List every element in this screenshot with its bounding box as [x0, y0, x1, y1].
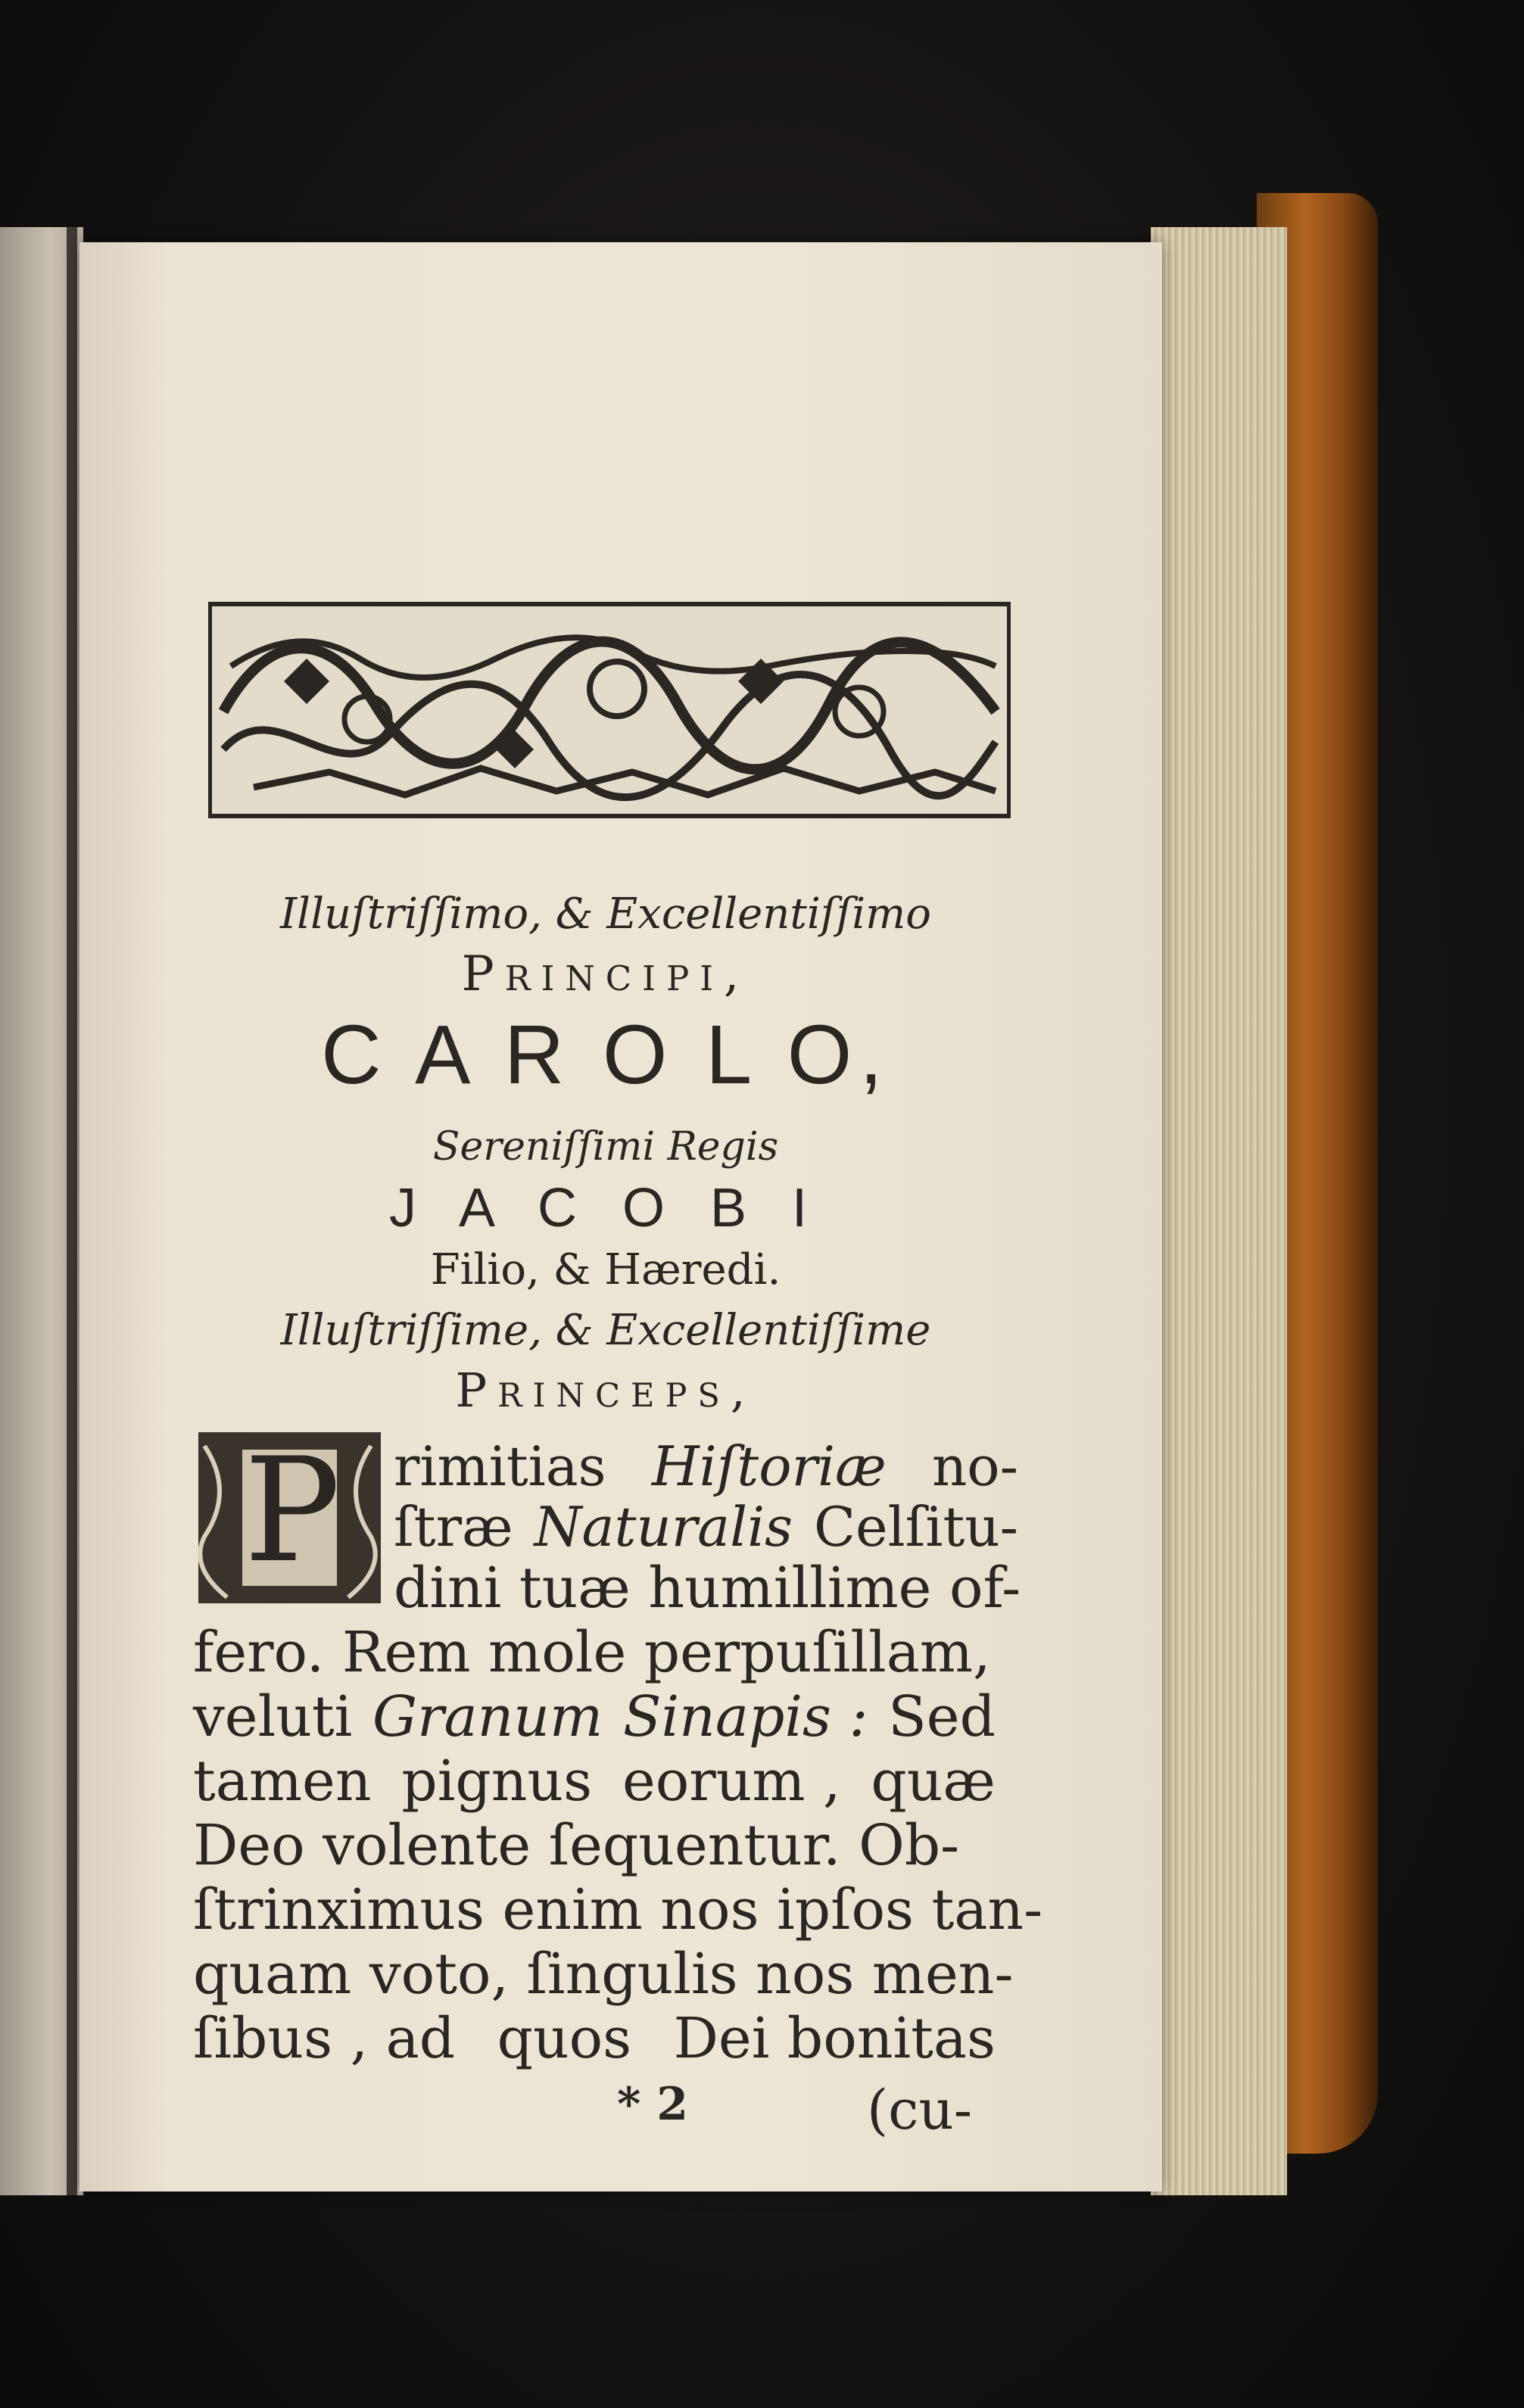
gutter-shadow	[67, 227, 77, 2195]
ornamental-headpiece	[208, 598, 1011, 825]
body-word: tamen	[193, 1749, 372, 1814]
body-word: ſtræ	[394, 1495, 513, 1559]
initial-letter: P	[244, 1427, 341, 1594]
body-word: Sinapis :	[622, 1684, 868, 1749]
signature-mark: * 2	[617, 2078, 689, 2131]
body-line-3: dini tuæ humillime of-	[394, 1556, 1021, 1621]
dedication-princeps: Princeps,	[455, 1363, 756, 1418]
body-line-4: fero. Rem mole perpuſillam,	[193, 1620, 991, 1685]
body-word: Sed	[888, 1684, 996, 1749]
dedication-principi: Principi,	[461, 946, 750, 1002]
body-word: pignus	[401, 1749, 593, 1814]
body-line-2	[394, 1495, 1018, 1559]
dedication-jacobi: J A C O B I	[388, 1178, 823, 1238]
body-word: Granum	[372, 1684, 603, 1749]
page-block-edges	[1151, 227, 1287, 2195]
book-page	[79, 242, 1162, 2191]
body-line-6	[193, 1749, 996, 1814]
dedication-filio: Filio, & Hæredi.	[430, 1245, 781, 1294]
body-word: quos	[497, 2006, 632, 2071]
decorated-initial	[197, 1427, 382, 1605]
catchword: (cu-	[867, 2078, 973, 2142]
body-word: Dei bonitas	[673, 2006, 996, 2071]
body-word: ſibus , ad	[193, 2006, 456, 2071]
body-line-8: ſtrinximus enim nos ipſos tan-	[193, 1877, 1043, 1942]
body-word: Naturalis	[534, 1495, 793, 1559]
body-word: no-	[931, 1435, 1018, 1498]
body-line-9: quam voto, ſingulis nos men-	[193, 1942, 1014, 2007]
body-word: eorum ,	[622, 1749, 841, 1814]
body-word: Hiſtoriæ	[651, 1435, 887, 1498]
body-line-1	[394, 1435, 1018, 1498]
body-word: veluti	[193, 1684, 353, 1749]
body-line-5	[193, 1684, 996, 1749]
body-word: quæ	[871, 1749, 996, 1814]
body-line-7: Deo volente ſequentur. Ob-	[193, 1813, 960, 1878]
body-word: rimitias	[394, 1435, 606, 1498]
dedication-title-line: Illuſtriſſimo, & Excellentiſſimo	[280, 889, 931, 939]
dedication-regis: Sereniſſimi Regis	[432, 1124, 779, 1170]
body-line-10	[193, 2006, 996, 2071]
dedication-carolo: C A R O L O,	[321, 1008, 890, 1101]
dedication-salutation: Illuſtriſſime, & Excellentiſſime	[280, 1306, 931, 1355]
body-word: Celſitu-	[813, 1495, 1018, 1559]
